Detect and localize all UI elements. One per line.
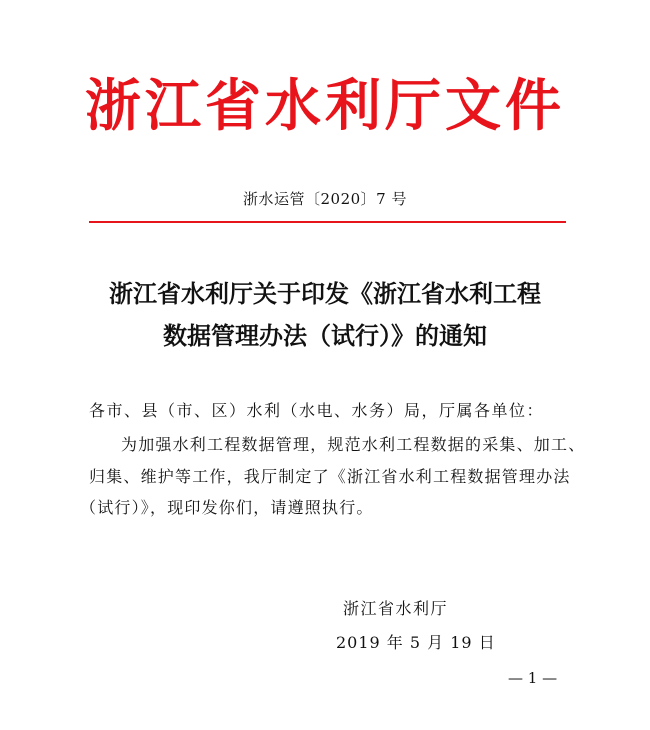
signer-name: 浙江省水利厅 (343, 599, 449, 618)
signature-date: 2019 年 5 月 19 日 (336, 633, 496, 652)
notice-title-line-2: 数据管理办法（试行）》的通知 (163, 322, 487, 350)
page-number: — 1 — (508, 669, 558, 687)
red-divider-line (89, 221, 566, 223)
paragraph-line-3: （试行）》，现印发你们，请遵照执行。 (80, 498, 374, 517)
issuer-title: 浙江省水利厅文件 (85, 74, 565, 139)
salutation: 各市、县（市、区）水利（水电、水务）局，厅属各单位： (89, 401, 545, 420)
paragraph-line-2: 归集、维护等工作，我厅制定了《浙江省水利工程数据管理办法 (89, 467, 571, 486)
notice-title-line-1: 浙江省水利厅关于印发《浙江省水利工程 (109, 280, 541, 308)
paragraph-line-1: 为加强水利工程数据管理，规范水利工程数据的采集、加工、 (121, 435, 586, 454)
document-number: 浙水运管〔2020〕7 号 (243, 190, 407, 208)
